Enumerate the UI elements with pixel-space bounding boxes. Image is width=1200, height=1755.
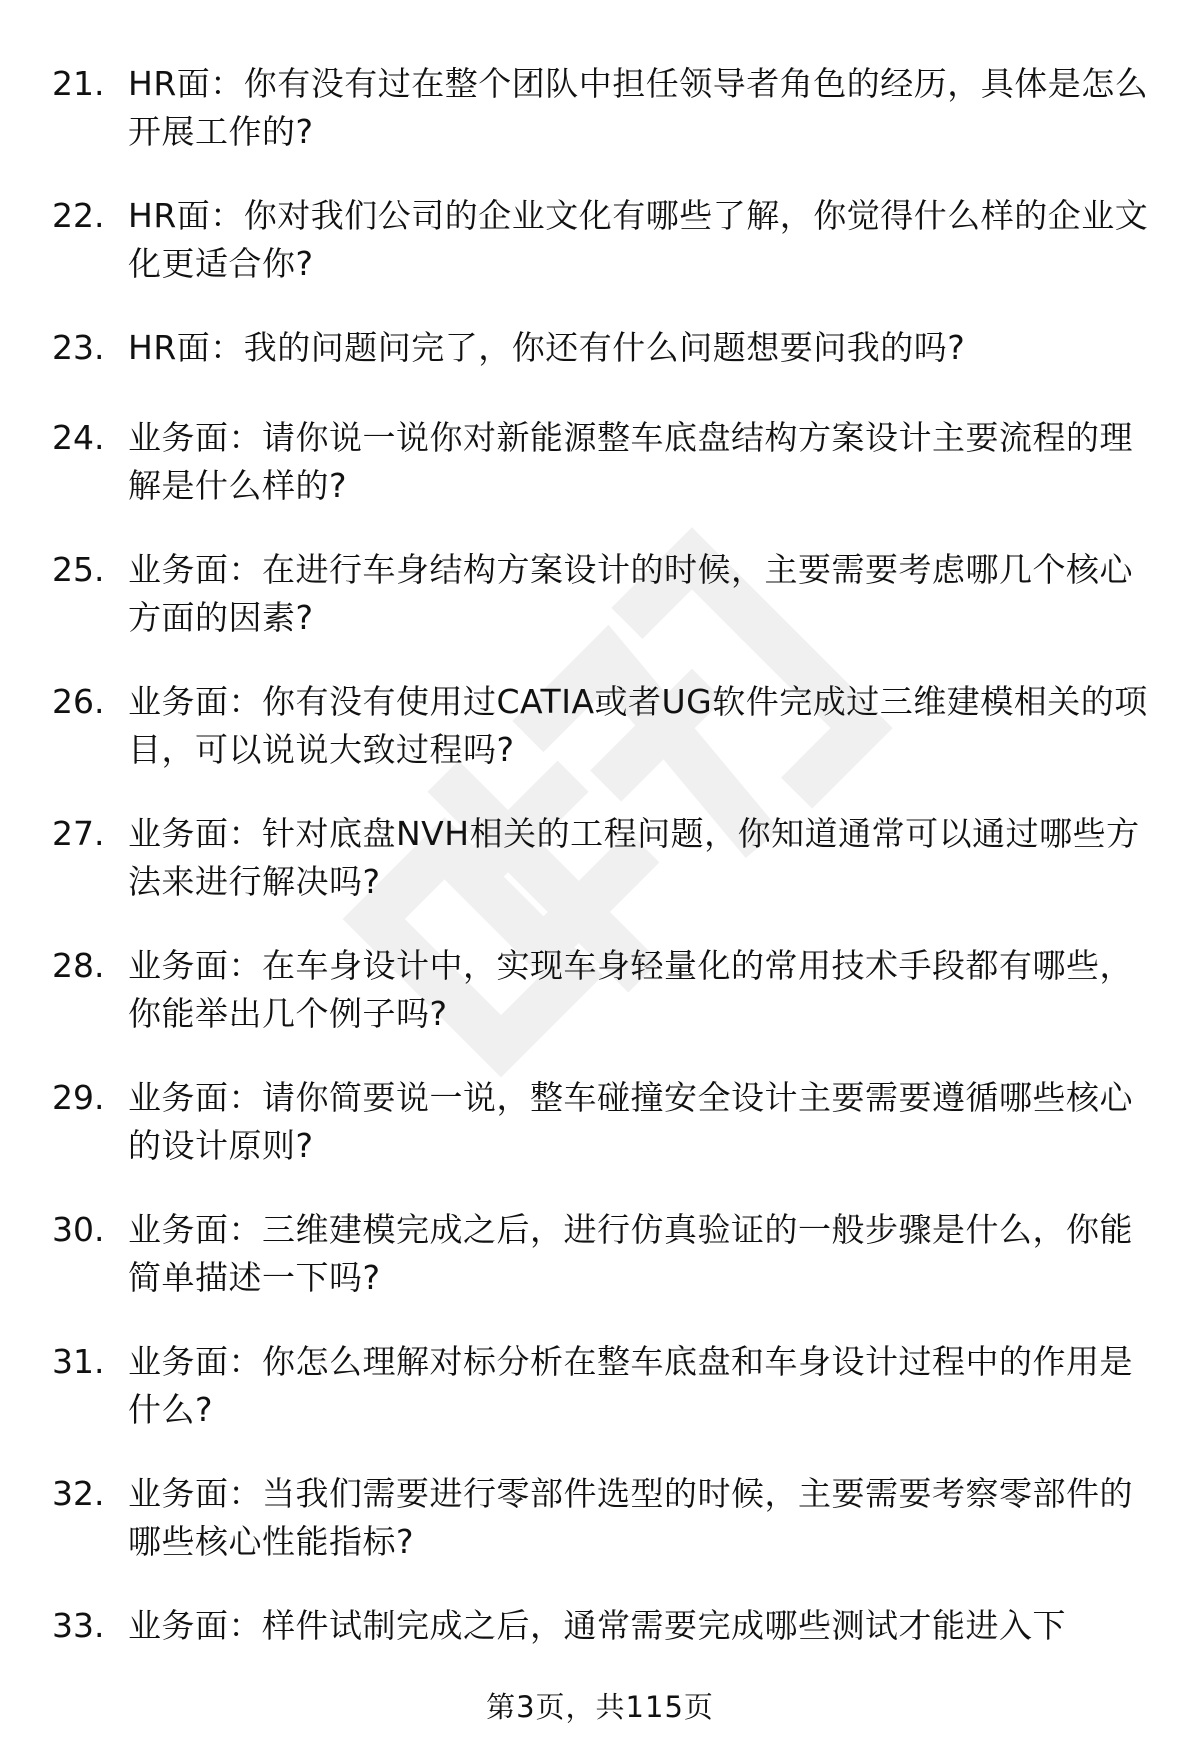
question-text: HR面：你对我们公司的企业文化有哪些了解，你觉得什么样的企业文化更适合你?	[128, 196, 1149, 283]
question-number: 30.	[52, 1210, 105, 1249]
question-item-22	[52, 192, 1152, 324]
question-item-33	[52, 1602, 1152, 1692]
question-number: 24.	[52, 418, 105, 457]
question-text: 业务面：三维建模完成之后，进行仿真验证的一般步骤是什么，你能简单描述一下吗?	[128, 1210, 1133, 1297]
question-item-24	[52, 414, 1152, 546]
question-number: 26.	[52, 682, 105, 721]
question-item-23	[52, 324, 1152, 414]
question-number: 32.	[52, 1474, 105, 1513]
question-text: 业务面：针对底盘NVH相关的工程问题，你知道通常可以通过哪些方法来进行解决吗?	[128, 814, 1140, 901]
question-text: 业务面：你有没有使用过CATIA或者UG软件完成过三维建模相关的项目，可以说说大致过程吗?	[128, 682, 1148, 769]
question-text: 业务面：在进行车身结构方案设计的时候，主要需要考虑哪几个核心方面的因素?	[128, 550, 1133, 637]
question-number: 31.	[52, 1342, 105, 1381]
question-text: 业务面：当我们需要进行零部件选型的时候，主要需要考察零部件的哪些核心性能指标?	[128, 1474, 1133, 1561]
question-item-31	[52, 1338, 1152, 1470]
question-number: 22.	[52, 196, 105, 235]
question-item-27	[52, 810, 1152, 942]
question-item-25	[52, 546, 1152, 678]
question-number: 27.	[52, 814, 105, 853]
question-number: 28.	[52, 946, 105, 985]
question-item-32	[52, 1470, 1152, 1602]
question-text: 业务面：样件试制完成之后，通常需要完成哪些测试才能进入下	[128, 1606, 1066, 1645]
question-number: 21.	[52, 64, 105, 103]
question-item-30	[52, 1206, 1152, 1338]
question-list	[52, 60, 1152, 1692]
question-text: 业务面：在车身设计中，实现车身轻量化的常用技术手段都有哪些，你能举出几个例子吗?	[128, 946, 1133, 1033]
question-item-21	[52, 60, 1152, 192]
question-item-26	[52, 678, 1152, 810]
page-number-footer: 第3页，共115页	[486, 1690, 714, 1724]
question-item-28	[52, 942, 1152, 1074]
question-number: 25.	[52, 550, 105, 589]
question-number: 29.	[52, 1078, 105, 1117]
question-text: 业务面：请你说一说你对新能源整车底盘结构方案设计主要流程的理解是什么样的?	[128, 418, 1133, 505]
question-text: HR面：你有没有过在整个团队中担任领导者角色的经历，具体是怎么开展工作的?	[128, 64, 1149, 151]
question-text: HR面：我的问题问完了，你还有什么问题想要问我的吗?	[128, 328, 966, 367]
question-number: 33.	[52, 1606, 105, 1645]
question-text: 业务面：你怎么理解对标分析在整车底盘和车身设计过程中的作用是什么?	[128, 1342, 1133, 1429]
question-number: 23.	[52, 328, 105, 367]
question-item-29	[52, 1074, 1152, 1206]
question-text: 业务面：请你简要说一说，整车碰撞安全设计主要需要遵循哪些核心的设计原则?	[128, 1078, 1133, 1165]
